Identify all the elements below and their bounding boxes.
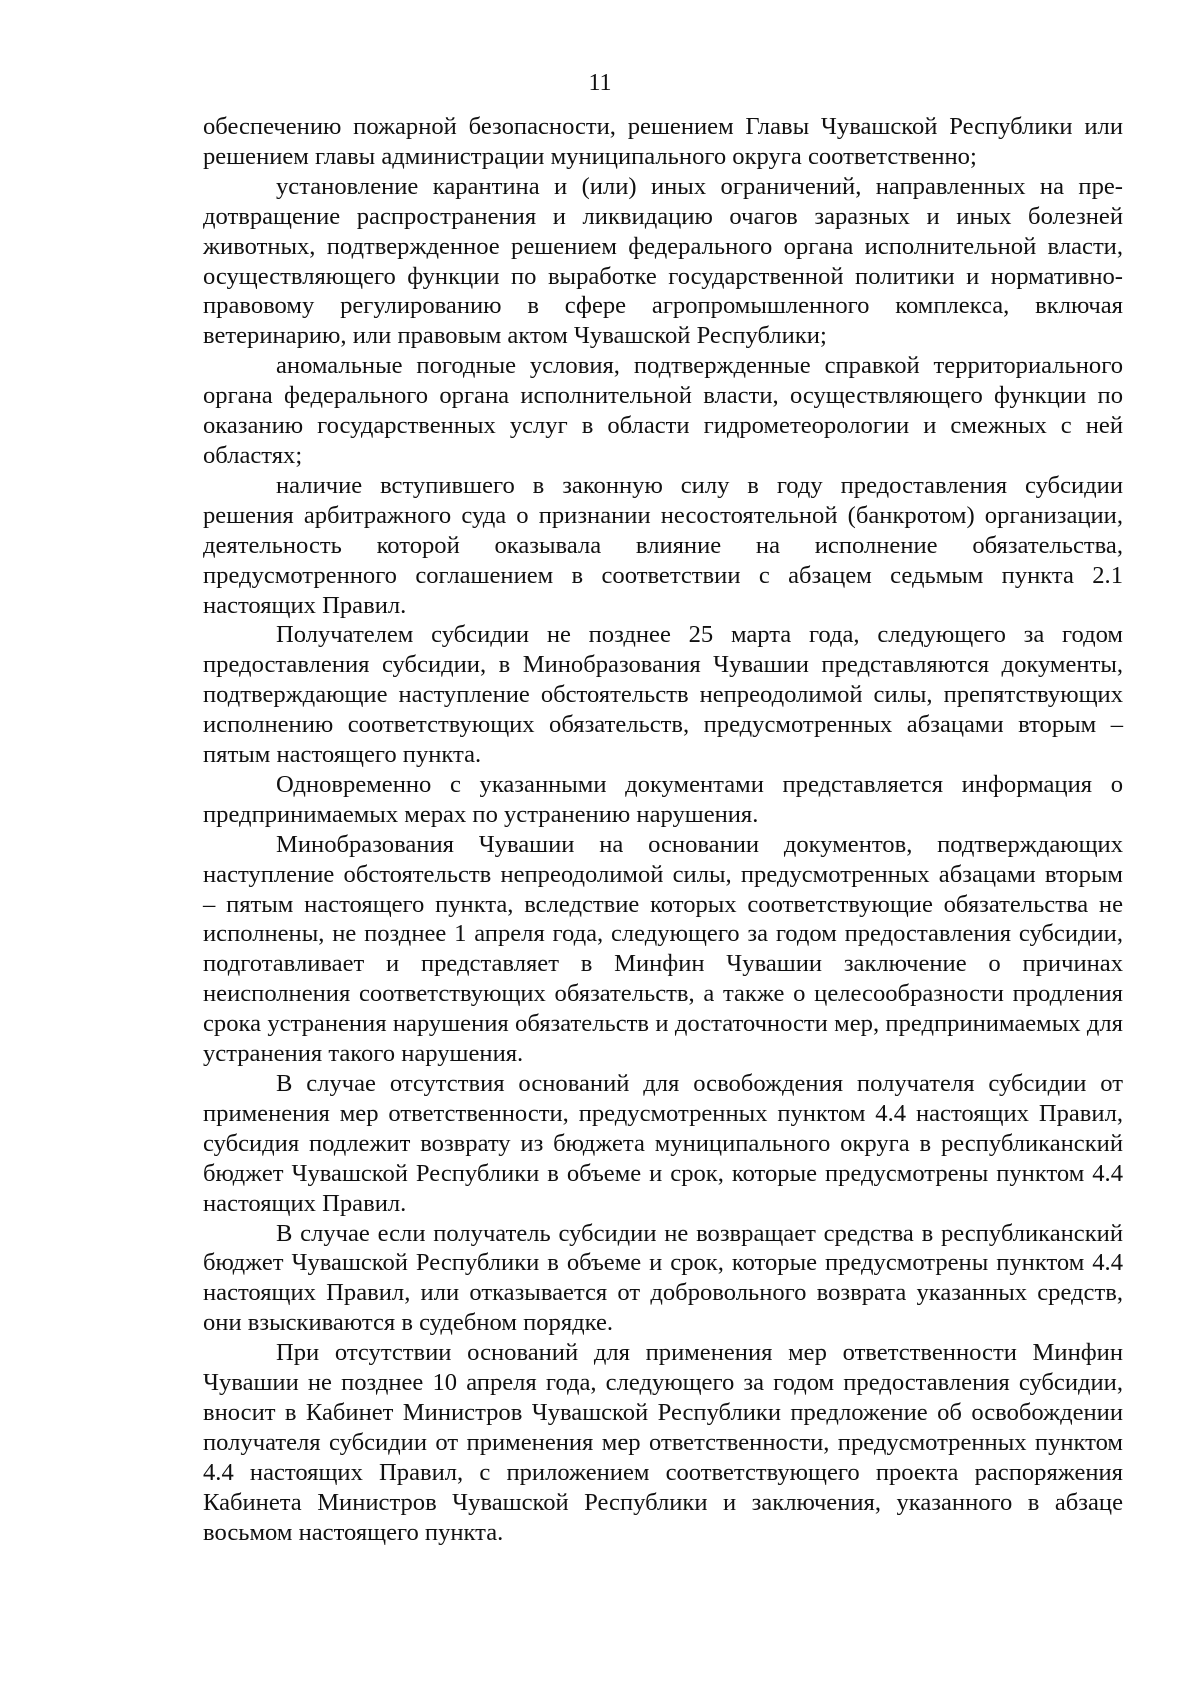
paragraph-subsidy-return: В случае отсутствия оснований для освобождения получателя субсидии от применения мер ответственности, предусмотренных пунктом 4.4 настоящих Правил, субсидия подлежит возврату из бюджета муниципального округа в республиканский бюджет Чувашской Республики в объеме и срок, которые предусмотрены пунктом 4.4 настоящих Правил. (203, 1070, 1123, 1217)
paragraph-documents-deadline: Получателем субсидии не позднее 25 марта года, следующего за годом предоставления субсидии, в Минобразования Чувашии представляются документы, подтверждающие наступление обстоятельств непреодолимой силы, препятствующих исполнению соответствующих обязательств, предусмотренных абзацами вторым – пятым настоящего пункта. (203, 621, 1123, 769)
paragraph-court-recovery: В случае если получатель субсидии не возвращает средства в республиканский бюджет Чувашской Республики в объеме и срок, которые предусмотрены пунктом 4.4 настоящих Правил, или отказывается от добровольного возврата указанных средств, они взыскиваются в судебном порядке. (203, 1219, 1123, 1337)
paragraph-weather: аномальные погодные условия, подтвержденные справкой территориального органа федерального органа исполнительной власти, осуществляющего функции по оказанию государственных услуг в области гидрометеорологии и смежных с ней областях; (203, 352, 1123, 469)
paragraph-ministry-conclusion: Минобразования Чувашии на основании документов, подтверждающих наступление обстоятельств непреодолимой силы, предусмотренных абзацами вторым – пятым настоящего пункта, вследствие которых соответствующие обязательства не исполнены, не позднее 1 апреля года, следующего за годом предоставления субсидии, подготавливает и представляет в Минфин Чувашии заключение о причинах неисполнения соответствующих обязательств, а также о целесообразности продления срока устранения нарушения обязательств и достаточности мер, предпринимаемых для устранения такого нарушения. (203, 830, 1123, 1068)
paragraph-measures-info: Одновременно с указанными документами представляется информация о предпринимаемых мерах по устранению нарушения. (203, 770, 1123, 828)
paragraph-continuation: обеспечению пожарной безопасности, решением Главы Чувашской Республики или решением главы администрации муниципального округа соответственно; (203, 113, 1123, 170)
paragraph-cabinet-proposal: При отсутствии оснований для применения мер ответственности Минфин Чувашии не позднее 10 апреля года, следующего за годом предоставления субсидии, вносит в Кабинет Министров Чувашской Республики предложение об освобождении получателя субсидии от применения мер ответственности, предусмотренных пунктом 4.4 настоящих Правил, с приложением соответствующего проекта распоряжения Кабинета Министров Чувашской Республики и заключения, указанного в абзаце восьмом настоящего пункта. (203, 1339, 1123, 1546)
document-body (203, 112, 1123, 1548)
page-number: 11 (588, 70, 612, 96)
paragraph-bankruptcy: наличие вступившего в законную силу в году предоставления субсидии решения арбитражного суда о признании несостоятельной (банкротом) организации, деятельность которой оказывала влияние на исполнение обязательства, предусмотренного соглашением в соответствии с абзацем седьмым пункта 2.1 настоящих Правил. (203, 471, 1123, 619)
paragraph-quarantine: установление карантина и (или) иных ограничений, направленных на предотвращение распространения и ликвидацию очагов заразных и иных болезней животных, подтвержденное решением федерального органа исполнительной власти, осуществляющего функции по выработке государственной политики и нормативно-правовому регулированию в сфере агропромышленного комплекса, включая ветеринарию, или правовым актом Чувашской Республики; (203, 172, 1123, 350)
